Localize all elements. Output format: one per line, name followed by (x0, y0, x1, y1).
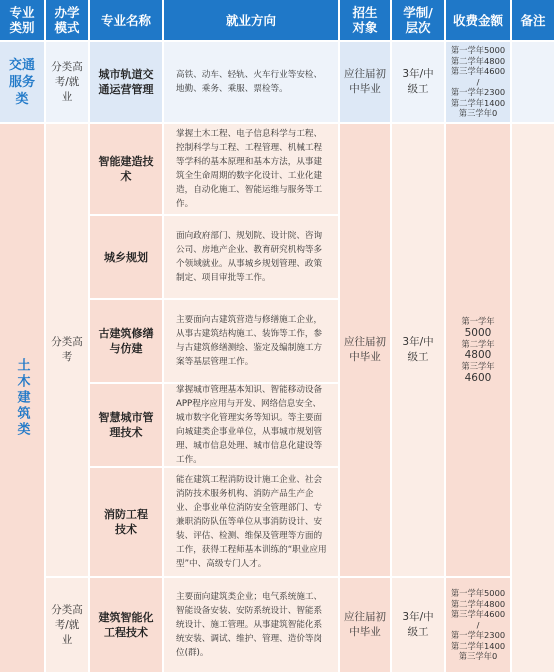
header-fee-label: 收费金额 (452, 12, 503, 28)
civil-major-name: 智慧城市管理技术 (98, 411, 154, 439)
civil-last-target-cell (340, 578, 390, 672)
civil-major-direction: 掌握城市管理基本知识、智能移动设备APP程序应用与开发、网络信息安全、城市数字化管理实务等知识。等主要面向城建类企事业单位，从事城市规划管理、城市信息处理、城市信息化建设等工作。 (176, 385, 323, 465)
civil-fee-label: 第一学年 (461, 316, 495, 327)
transport-note-cell (512, 42, 554, 122)
civil-major-direction: 能在建筑工程消防设计施工企业、社会消防技术服务机构、消防产品生产企业、企事业单位消防安全管理部门、专兼职消防队伍等单位从事消防设计、安装、评估、检测、维保及管理等方面的工作，获得工程师基本训练的“职业应用型”中、高级专门人才。 (176, 475, 327, 569)
transport-category: 交通服务类 (8, 57, 35, 107)
civil-major-name: 古建筑修缮与仿建 (98, 327, 154, 355)
header-direction-label: 就业方向 (225, 12, 276, 28)
civil-last-fee-line: / (476, 619, 480, 630)
civil-fee-label: 第三学年 (461, 361, 495, 372)
civil-major-direction: 面向政府部门、规划院、设计院、咨询公司、房地产企业、教育研究机构等多个领域就业。从事城乡规划管理、政策制定、项目审批等工作。 (176, 231, 323, 283)
civil-last-mode-cell (46, 578, 88, 672)
civil-direction-cell (164, 468, 338, 576)
civil-direction-cell (164, 384, 338, 466)
header-note (512, 0, 554, 40)
transport-fee-line: / (476, 76, 480, 87)
transport-fee-line: 第一学年5000 (450, 45, 506, 56)
civil-last-fee-line: 第二学年4800 (450, 598, 506, 609)
header-target-label: 招生对象 (352, 5, 378, 35)
civil-fee-cell (446, 124, 510, 576)
transport-duration-cell (392, 42, 444, 122)
civil-last-major: 建筑智能化工程技术 (98, 611, 154, 639)
transport-duration: 3年/中级工 (402, 68, 434, 95)
civil-last-fee-cell (446, 578, 510, 672)
header-target (340, 0, 390, 40)
civil-last-duration: 3年/中级工 (402, 611, 434, 638)
civil-direction-cell (164, 216, 338, 298)
civil-major-cell (90, 216, 162, 298)
header-duration-label: 学制/层次 (403, 5, 433, 35)
civil-major-direction: 掌握土木工程、电子信息科学与工程、控制科学与工程、工程管理、机械工程等学科的基本原理和基本方法，从事建筑全生命周期的数字化设计、工业化建造，自动化施工、智能运维与服务等工作。 (176, 129, 323, 209)
header-duration (392, 0, 444, 40)
civil-category-cell (0, 124, 44, 672)
civil-last-duration-cell (392, 578, 444, 672)
transport-mode: 分类高考/就业 (51, 60, 83, 103)
transport-fee-line: 第三学年0 (458, 108, 498, 119)
transport-mode-cell (46, 42, 88, 122)
civil-major-cell (90, 300, 162, 382)
civil-note-cell (512, 124, 554, 672)
civil-duration: 3年/中级工 (402, 336, 434, 363)
transport-fee-line: 第一学年2300 (450, 87, 506, 98)
header-note-label: 备注 (520, 12, 546, 28)
transport-major-cell (90, 42, 162, 122)
civil-mode: 分类高考 (51, 336, 83, 363)
civil-target-cell (340, 124, 390, 576)
civil-major-cell (90, 384, 162, 466)
civil-duration-cell (392, 124, 444, 576)
civil-last-fee-line: 第一学年2300 (450, 630, 506, 641)
transport-target-cell (340, 42, 390, 122)
header-major (90, 0, 162, 40)
civil-last-direction-cell (164, 578, 338, 672)
transport-fee-cell (446, 42, 510, 122)
transport-fee-line: 第二学年1400 (450, 97, 506, 108)
civil-direction-cell (164, 124, 338, 214)
transport-major: 城市轨道交通运营管理 (98, 68, 154, 96)
civil-mode-cell (46, 124, 88, 576)
transport-fee-line: 第三学年4600 (450, 66, 506, 77)
civil-fee-amount: 4800 (464, 349, 492, 362)
header-mode-label: 办学模式 (54, 5, 80, 35)
civil-last-major-cell (90, 578, 162, 672)
civil-major-name: 城乡规划 (104, 250, 148, 264)
civil-major-cell (90, 468, 162, 576)
header-category-label: 专业类别 (9, 5, 35, 35)
civil-last-fee-line: 第三学年0 (458, 651, 498, 662)
header-direction (164, 0, 338, 40)
header-mode (46, 0, 88, 40)
civil-last-fee-line: 第一学年5000 (450, 588, 506, 599)
transport-target: 应往届初中毕业 (344, 68, 386, 95)
header-category (0, 0, 44, 40)
civil-last-fee-line: 第二学年1400 (450, 640, 506, 651)
civil-fee-label: 第二学年 (461, 338, 495, 349)
header-major-label: 专业名称 (100, 12, 151, 28)
civil-direction-cell (164, 300, 338, 382)
civil-last-direction: 主要面向建筑类企业；电气系统施工、智能设备安装、安防系统设计、智能系统设计、施工管理。从事建筑智能化系统安装、调试、维护、管理、造价等岗位(群)。 (176, 592, 323, 658)
civil-major-name: 消防工程技术 (104, 508, 148, 536)
civil-last-fee-line: 第三学年4600 (450, 609, 506, 620)
civil-major-name: 智能建造技术 (98, 155, 154, 183)
transport-fee-line: 第二学年4800 (450, 55, 506, 66)
civil-target: 应往届初中毕业 (344, 336, 386, 363)
transport-category-cell (0, 42, 44, 122)
civil-category: 土木建筑类 (14, 358, 30, 438)
civil-last-target: 应往届初中毕业 (344, 611, 386, 638)
civil-fee-amount: 4600 (464, 371, 492, 384)
transport-direction: 高铁、动车、轻轨、火车行业等安检、地勤、乘务、乘服、票检等。 (176, 70, 323, 94)
civil-last-mode: 分类高考/就业 (51, 603, 83, 646)
header-fee (446, 0, 510, 40)
civil-major-direction: 主要面向古建筑营造与修缮施工企业，从事古建筑结构施工、装饰等工作，参与古建筑修缮测绘、鉴定及编制施工方案等基层管理工作。 (176, 315, 323, 367)
civil-major-cell (90, 124, 162, 214)
civil-fee-amount: 5000 (464, 326, 492, 339)
transport-direction-cell (164, 42, 338, 122)
